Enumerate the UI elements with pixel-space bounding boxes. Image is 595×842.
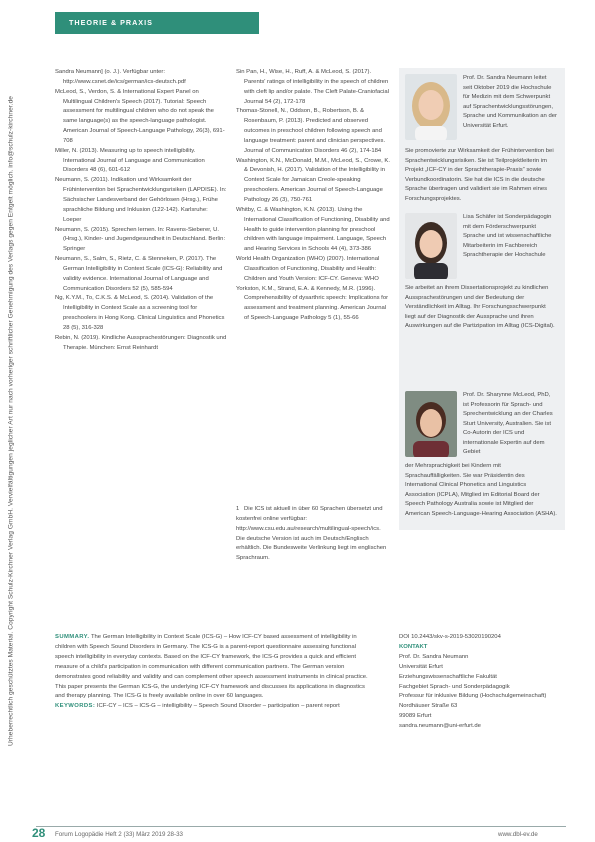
reference-item: Neumann, S. (2011). Indikation und Wirksamkeit der Frühintervention bei Sprachentwicklungsrisiken (LAPDISE). In: Sächsischer Landesverband der Gehörlosen (Hrsg.), Frühe sprachliche Bildung und Inklusion (122-142). Karlsruhe: Loeper: [55, 177, 227, 223]
references-column-left: [55, 68, 227, 353]
footnote-text: Die ICS ist aktuell in über 60 Sprachen übersetzt und kostenfrei online verfügbar: http://www.csu.edu.au/research/multilingual-speech/ics. Die deutsche Version ist auch im Deutsch/Englisch erhältlich. Die Bundesweite Verlinkung liegt im englischen Sprachraum.: [236, 506, 387, 562]
summary: [55, 633, 375, 712]
page-number: 28: [32, 826, 46, 840]
author-bio: der Mehrsprachigkeit bei Kindern mit Sprachauffälligkeiten. Sie war Präsidentin des International Clinical Phonetics and Linguistics Association (ICPLA), Mitglied im Editorial Board der Speech Pathology Australia sowie ist Mitglied der American Speech-Language-Hearing Association (ASHA).: [405, 463, 557, 517]
reference-item: Washington, K.N., McDonald, M.M., McLeod, S., Crowe, K. & Devonish, H. (2017). Validation of the Intelligibility in Context Scale for Jamaican Creole-speaking preschoolers. American Journal of Speech-Language Pathology 26 (3), 750-761: [236, 157, 390, 203]
copyright-strip: [0, 0, 22, 842]
contact-label: KONTAKT: [399, 643, 428, 650]
references-column-middle: [236, 68, 391, 324]
reference-item: Neumann, S., Salm, S., Rietz, C. & Stenneken, P. (2017). The German Intelligibility in Context Scale (ICS-G): Reliability and validity evidence. International Journal of Language and Communication Disorders 52 (5), 585-594: [55, 256, 223, 292]
journal-info: Forum Logopädie Heft 2 (33) März 2019 28-33: [55, 831, 183, 838]
keywords-label: KEYWORDS:: [55, 703, 96, 710]
author-bio-lead: Prof. Dr. Sharynne McLeod, PhD, ist Professorin für Sprach- und Sprechentwicklung an der Charles Sturt University, Australien. Sie ist Co-Autorin der ICS und internationale Expertin auf dem Gebiet: [463, 392, 553, 455]
copyright-notice: Urheberrechtlich geschütztes Material. Copyright Schulz-Kirchner Verlag GmbH. Vervielfältigungen jeglicher Art nur nach vorheriger schriftlicher Genehmigung des Verlags gegen Entgelt möglich. info@schulz-kirchner.de: [7, 95, 15, 747]
contact-line: Fachgebiet Sprach- und Sonderpädagogik: [399, 683, 510, 690]
reference-item: McLeod, S., Verdon, S. & International Expert Panel on Multilingual Children's Speech (2017). Tutorial: Speech assessment for multilingual children who do not speak the same language(s) as the speech-language pathologist. American Journal of Speech-Language Pathology, 26(3), 691-708: [55, 88, 225, 144]
author-photo: [405, 74, 457, 140]
summary-text: The German Intelligibility in Context Scale (ICS-G) – How ICF-CY based assessment of intelligibility in children with Speech Sound Disorders in Germany. The ICS-G is a parent-report questionnaire assessing functional speech intelligibility in everyday contexts. Based on the ICF-CY framework, the ICS-G provides a quick and efficient measure of a child's participation in communication with different communication partners. The German version demonstrates good reliability and validity and can complement other speech assessment instruments in clinical practice. This paper presents the German ICS-G, the underlying ICF-CY framework and discusses its applications in diagnostics and therapy planning. The ICS-G is freely available online in over 60 languages.: [55, 634, 368, 700]
contact-email[interactable]: sandra.neumann@uni-erfurt.de: [399, 723, 481, 730]
reference-item: World Health Organization (WHO) (2007). International Classification of Functioning, Disability and Health: Children and Youth Version: ICF-CY. Geneva: WHO: [236, 256, 380, 282]
footnote-marker: 1: [236, 506, 240, 512]
reference-item: Whitby, C. & Washington, K.N. (2013). Using the International Classification of Functioning, Disability and Health to guide intervention planning for preschool children with language impairment. Language, Speech and Hearing Services in Schools 44 (4), 373-386: [236, 206, 390, 253]
contact-line: Nordhäuser Straße 63: [399, 703, 458, 710]
reference-item: Thomas-Stonell, N., Oddson, B., Robertson, B. & Rosenbaum, P. (2013). Predicted and observed outcomes in preschool children following speech and language treatment: parent and clinician perspectives. Journal of Communication Disorders 46 (2), 174-184: [236, 108, 386, 154]
contact-line: Prof. Dr. Sandra Neumann: [399, 653, 469, 660]
contact-line: Erziehungswissenschaftliche Fakultät: [399, 673, 497, 680]
author-panel: [399, 68, 565, 530]
author-bio: Sie arbeitet an ihrem Dissertationsprojekt zu kindlichen Aussprachestörungen und der Bedeutung der Verständlichkeit im Alltag. Ihr Forschungsschwerpunkt liegt auf der Diagnostik der Aussprache und ihren Auswirkungen auf die Partizipation im Alltag (ICS-Digital).: [405, 285, 555, 329]
section-title: THEORIE & PRAXIS: [55, 12, 259, 34]
reference-item: Yorkston, K.M., Strand, E.A. & Kennedy, M.R. (1996). Comprehensibility of dysarthric speech: Implications for assessment and treatment planning. American Journal of Speech-Language Pathology 5 (1), 55-66: [236, 285, 389, 322]
footer-rule: [36, 826, 566, 827]
summary-label: SUMMARY.: [55, 634, 90, 640]
reference-item: Neumann, S. (2015). Sprechen lernen. In: Ravens-Sieberer, U. (Hrsg.), Kinder- und Jugendgesundheit in Deutschland. Berlin: Springer: [55, 226, 226, 253]
author-bio-lead: Lisa Schäfer ist Sonderpädagogin mit dem Förderschwerpunkt Sprache und ist wissenschaftliche Mitarbeiterin im Fachbereich Sprachtherapie der Hochschule: [463, 214, 552, 258]
footer-url[interactable]: www.dbl-ev.de: [498, 831, 538, 838]
reference-item: Miller, N. (2013). Measuring up to speech intelligibility. International Journal of Language and Communication Disorders 48 (6), 601-612: [55, 147, 205, 174]
contact-line: Professur für inklusive Bildung (Hochschulgemeinschaft): [399, 693, 547, 700]
author-bio: Sie promovierte zur Wirksamkeit der Frühintervention bei Sprachentwicklungsrisiken. Sie ist Teilprojektleiterin im Projekt „ICF-CY in der Sprachtherapie-Praxis“ sowie Verbundkoordinatorin. Sie hat die ICS in die deutsche Sprache übertragen und validiert sie im Rahmen eines Forschungsprojektes.: [405, 148, 554, 202]
reference-item: Sandra Neumann] (o. J.). Verfügbar unter: http://www.csnet.de/ics/german/ics-deutsch.pdf: [55, 69, 186, 85]
doi: DOI 10.2443/skv-s-2019-53020190204: [399, 634, 501, 640]
contact-box: [399, 633, 565, 732]
reference-item: Rebin, N. (2019). Kindliche Aussprachestörungen: Diagnostik und Therapie. München: Ernst Reinhardt: [55, 334, 227, 351]
contact-line: 99089 Erfurt: [399, 713, 432, 720]
footnote: [236, 505, 388, 564]
contact-line: Universität Erfurt: [399, 663, 443, 670]
author-photo: [405, 391, 457, 457]
author-bio-lead: Prof. Dr. Sandra Neumann leitet seit Oktober 2019 die Hochschule für Medizin mit dem Schwerpunkt auf Sprachentwicklungsstörungen, Sprache und Kommunikation an der Universität Erfurt.: [463, 75, 557, 129]
author-photo: [405, 213, 457, 279]
keywords-text: ICF-CY – ICS – ICS-G – intelligibility – Speech Sound Disorder – participation – parent report: [96, 703, 340, 710]
reference-item: Sin Pan, H., Wise, H., Ruff, A. & McLeod, S. (2017). Parents' ratings of intelligibility in the speech of children with cleft lip and/or palate. The Cleft Palate-Craniofacial Journal 54 (2), 172-178: [236, 69, 389, 105]
reference-item: Ng, K.Y.M., To, C.K.S. & McLeod, S. (2014). Validation of the Intelligibility in Context Scale as a screening tool for preschoolers in Hong Kong. Clinical Linguistics and Phonetics 28 (5), 316-328: [55, 295, 225, 331]
